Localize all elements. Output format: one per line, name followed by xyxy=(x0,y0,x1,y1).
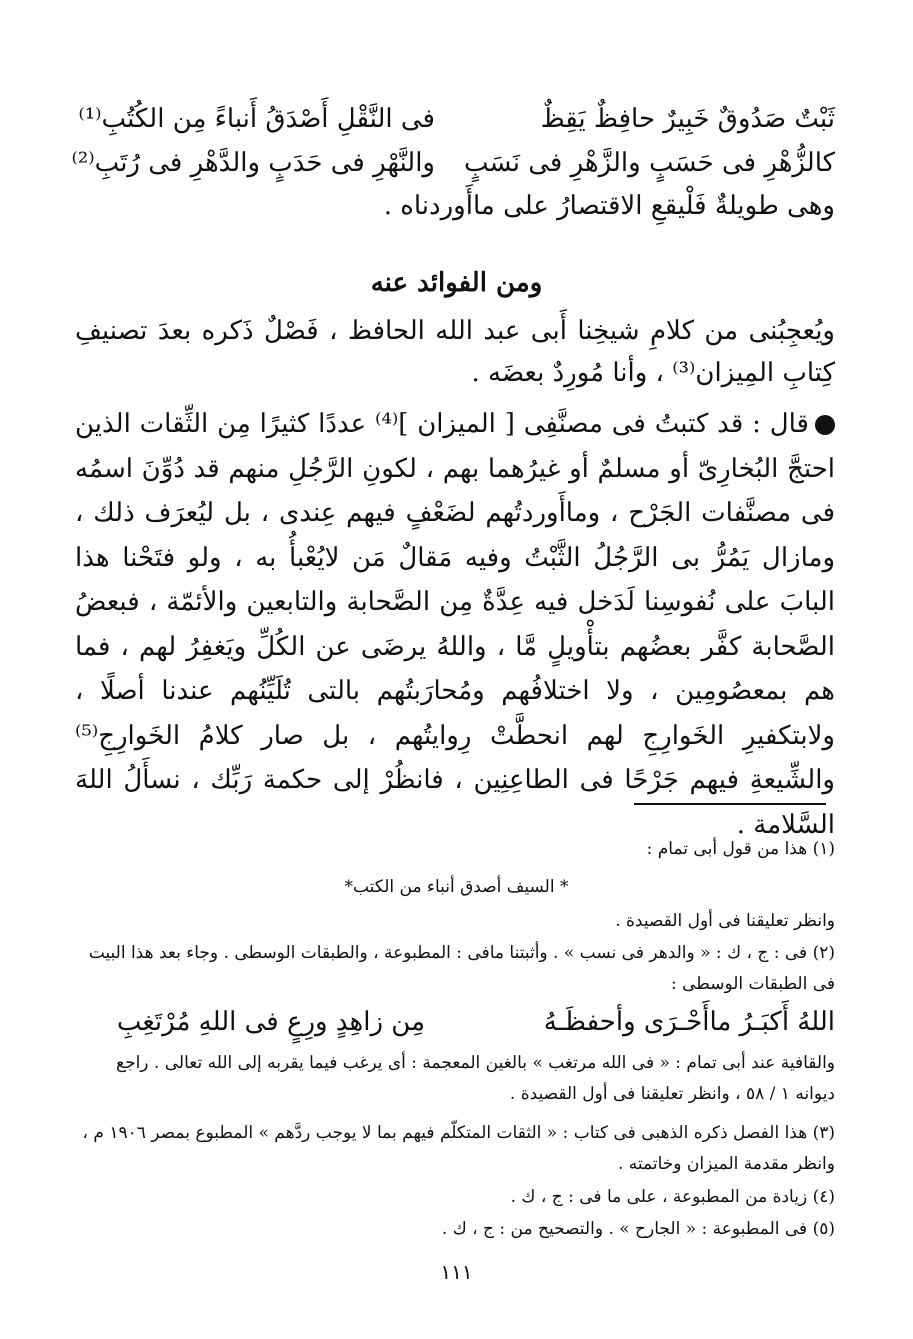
quote-paragraph-text: قال : قد كتبتُ فى مصنَّفِى [ الميزان ]⁽⁴⁾ عددًا كثيرًا مِن الثِّقات الذين احتجَّ البُخارِىّ أو مسلمٌ أو غيرُهما بهم ، لكونِ الرَّجُلِ منهم قد دُوِّنَ اسمُه فى مصنَّفات الجَرْح ، وماأَوردتُهم لضَعْفٍ فيهم عِندى ، بل ليُعرَف ذلك ، ومازال يَمُرُّ بى الرَّجُلُ الثَّبْتُ وفيه مَقالٌ مَن لايُعْبأُ به ، ولو فتَحْنا هذا البابَ على نُفوسِنا لَدَخل فيه عِدَّةٌ مِن الصَّحابة والتابعين والأئمّة ، فبعضُ الصَّحابة كفَّر بعضُهم بتأْويلٍ مَّا ، واللهُ يرضَى عن الكُلِّ ويَغفِرُ لهم ، فما هم بمعصُومِين ، ولا اختلافُهم ومُحارَبتُهم بالتى تُلَيِّنُهم عندنا أصلًا ، ولابتكفيرِ الخَوارِجِ لهم انحطَّتْ رِوايتُهم ، بل صار كلامُ الخَوارِجِ⁽⁵⁾ والشِّيعةِ فيهم جَرْحًا فى الطاعِنِين ، فانظُرْ إلى حكمة رَبِّك ، نسأَلُ اللهَ السَّلامة . xyxy=(75,409,836,840)
verse-2-second-hemistich: والنَّهْرِ فى حَدَبٍ والدَّهْرِ فى رُتَبِ⁽²⁾ xyxy=(71,148,435,178)
verse-line-2 xyxy=(71,140,835,186)
footnote-2-text: (٢) فى : ج ، ك : « والدهر فى نسب » . وأثبتنا مافى : المطبوعة ، والطبقات الوسطى . وجاء بعد هذا البيت فى الطبقات الوسطى : xyxy=(88,943,835,994)
after-verses-text: وهى طويلةٌ فَلْيقعِ الاقتصارُ على ماأَوردناه . xyxy=(383,191,835,221)
footnote-5-text: (٥) فى المطبوعة : « الجارح » . والتصحيح من : ج ، ك . xyxy=(441,1219,835,1239)
page-number: ١١١ xyxy=(440,1260,473,1284)
verse-line-1 xyxy=(78,96,835,142)
quote-paragraph xyxy=(75,402,835,847)
footnote-1-line-3: وانظر تعليقنا فى أول القصيدة . xyxy=(615,911,835,931)
footnote-2-verse-second: مِن زاهِدٍ ورِعٍ فى اللهِ مُرْتَغِبِ xyxy=(116,1007,425,1037)
footnote-3-text: (٣) هذا الفصل ذكره الذهبى فى كتاب : « الثقات المتكلّم فيهم بما لا يوجب ردَّهم » المطبوع بمصر ١٩٠٦ م ، وانظر مقدمة الميزان وخاتمته . xyxy=(82,1123,835,1174)
footnote-separator xyxy=(634,803,826,805)
footnote-4-text: (٤) زيادة من المطبوعة ، على ما فى : ج ، ك . xyxy=(510,1187,835,1207)
bullet-icon xyxy=(815,415,835,435)
section-heading: ومن الفوائد عنه xyxy=(370,268,543,298)
verse-1-first-hemistich: ثَبْتٌ صَدُوقٌ خَبِيرٌ حافِظٌ يَقِظٌ xyxy=(540,104,835,134)
intro-paragraph: ويُعجِبُنى من كلامِ شيخِنا أَبى عبد الله الحافظ ، فَصْلٌ ذَكره بعدَ تصنيفِ كِتابِ المِيزان⁽³⁾ ، وأنا مُورِدٌ بعضَه . xyxy=(75,316,835,388)
footnote-1-quote: * السيف أصدق أنباء من الكتب* xyxy=(344,877,569,897)
footnote-2-after: والقافية عند أبى تمام : « فى الله مرتغب » بالغين المعجمة : أى يرغب فيما يقربه إلى الله تعالى . راجع ديوانه ١ / ٥٨ ، وانظر تعليقنا فى أول القصيدة . xyxy=(116,1053,835,1104)
verse-1-second-hemistich: فى النَّقْلِ أَصْدَقُ أَنباءً مِن الكُتُبِ⁽¹⁾ xyxy=(78,104,435,134)
footnote-2-verse xyxy=(77,1002,835,1042)
verse-2-first-hemistich: كالزُّهْرِ فى حَسَبٍ والزَّهْرِ فى نَسَبٍ xyxy=(463,148,835,178)
footnote-1-line-1: (١) هذا من قول أبى تمام : xyxy=(646,839,835,859)
footnote-2-verse-first: اللهُ أَكبَـرُ ماأَحْـرَى وأحفظَـهُ xyxy=(543,1007,835,1037)
